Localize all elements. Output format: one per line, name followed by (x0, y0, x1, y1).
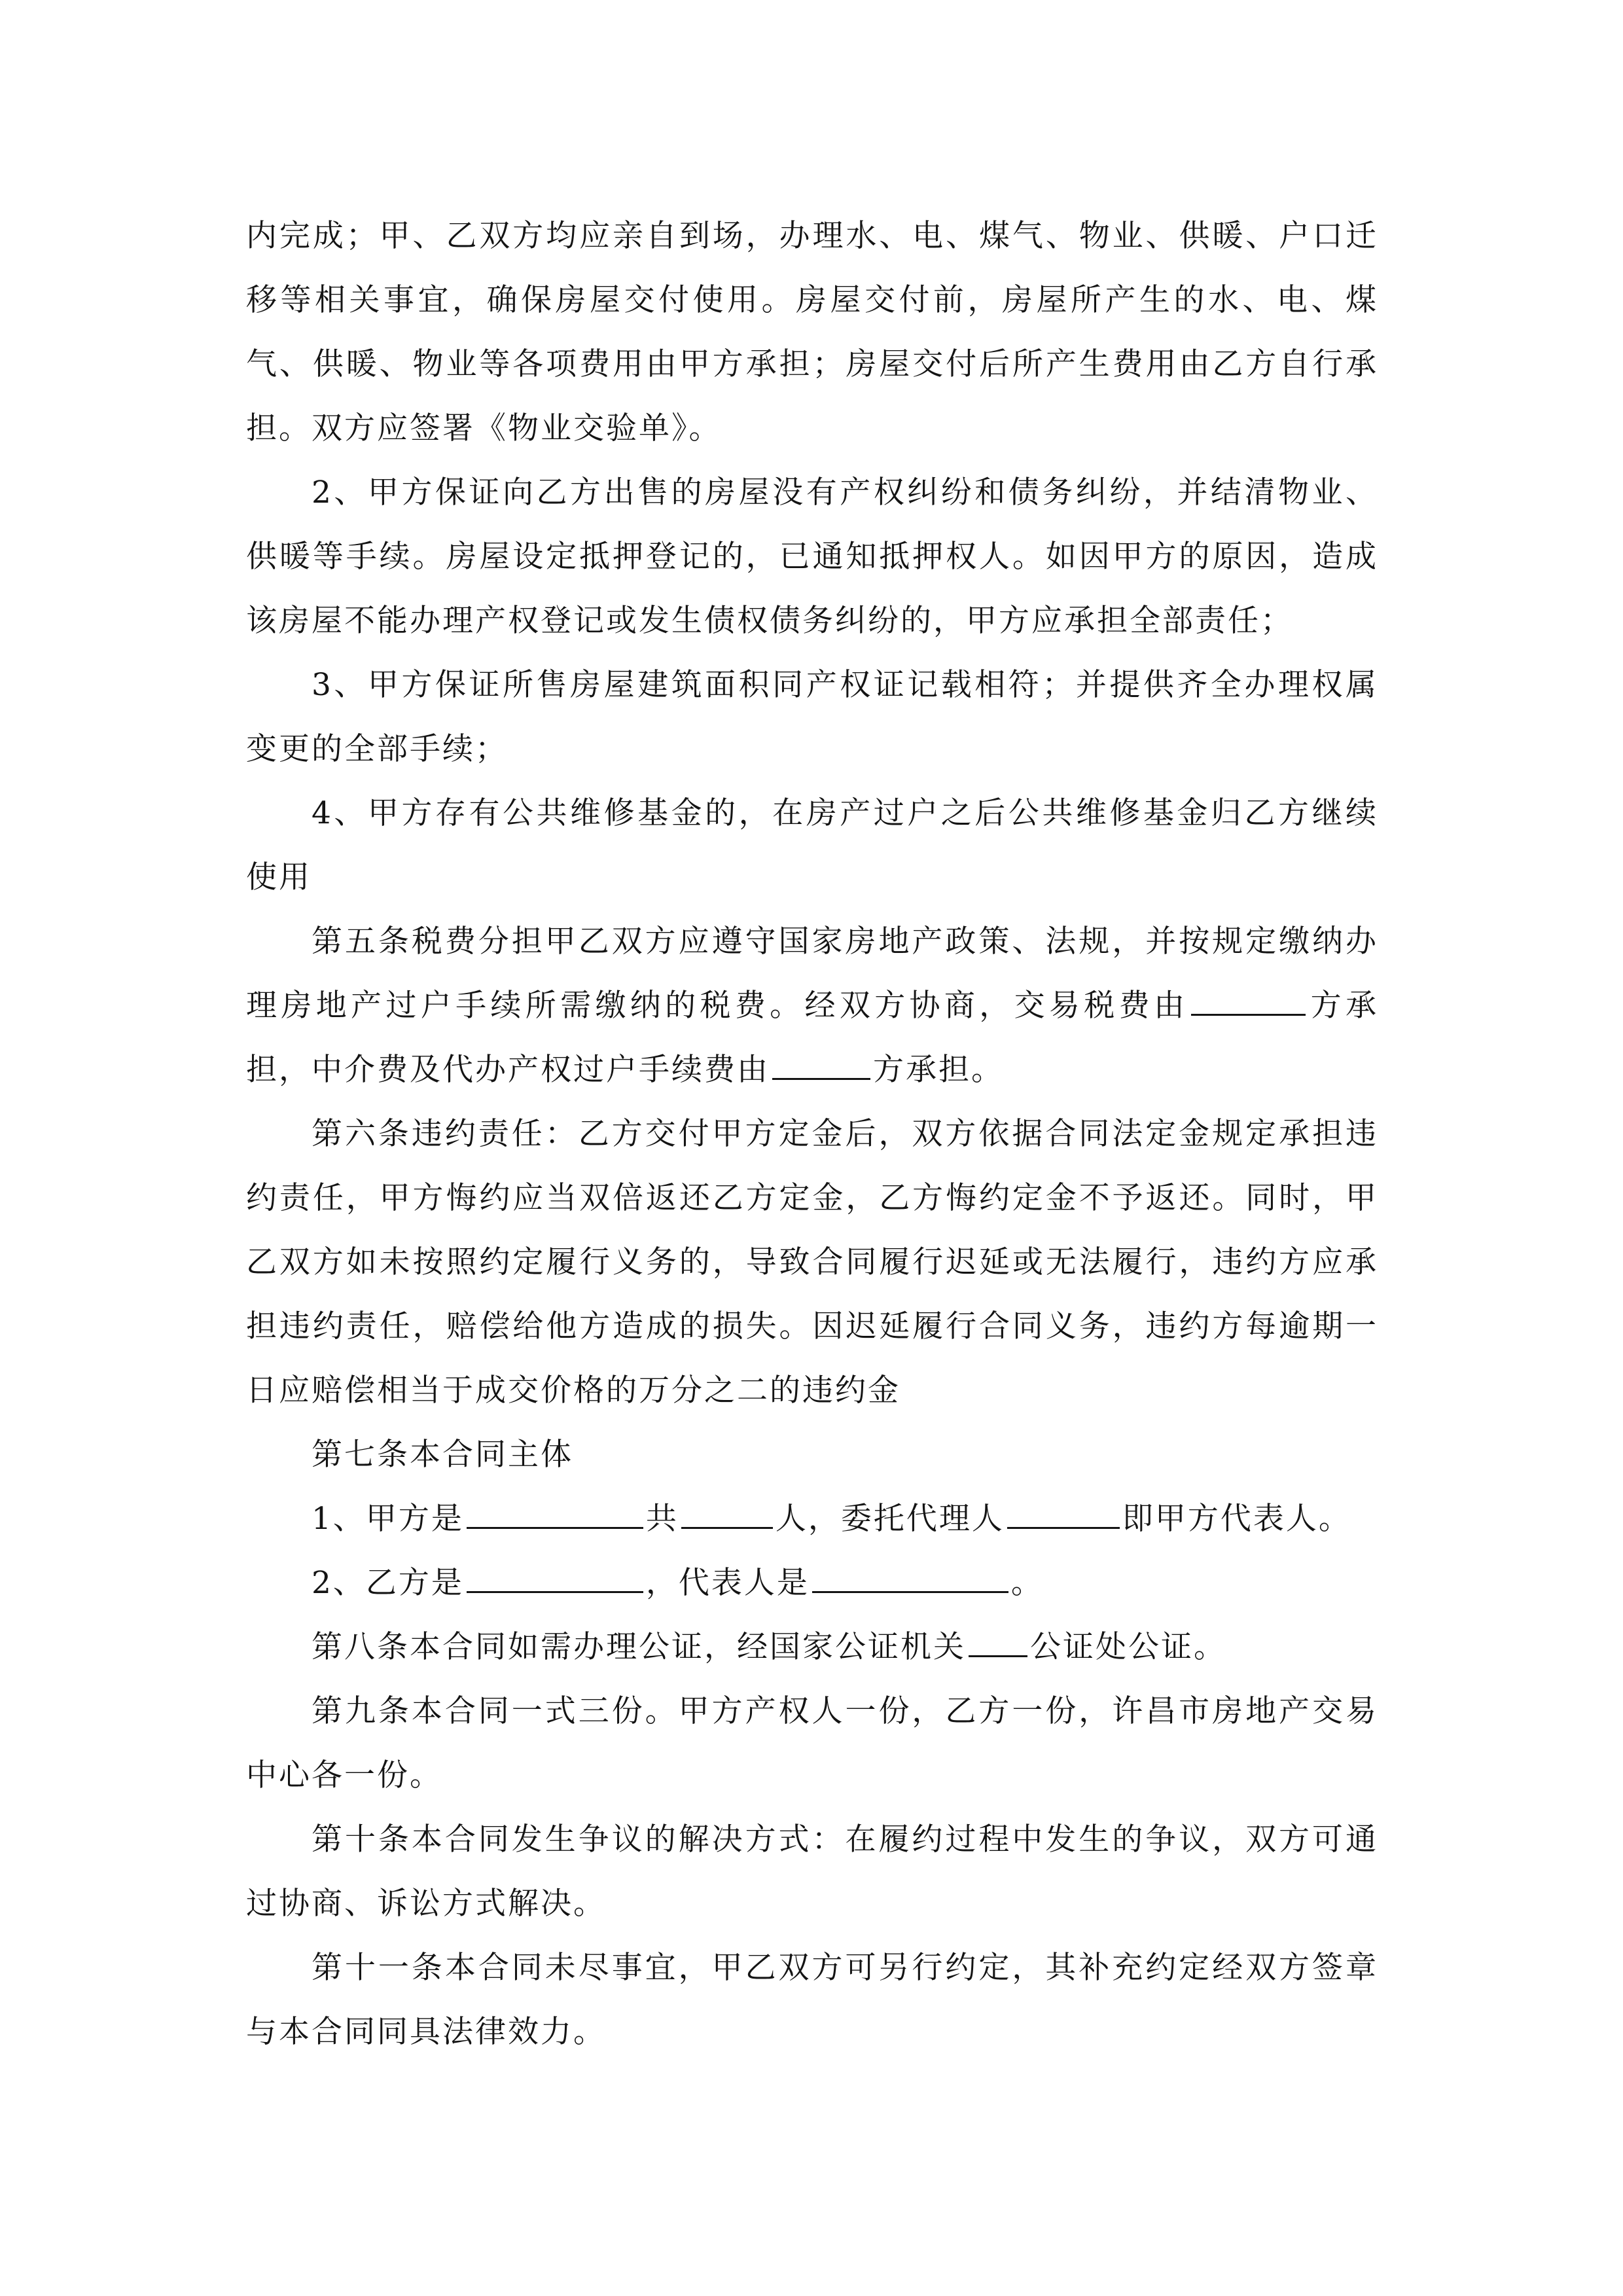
agency-fee-payer-blank (772, 1039, 870, 1080)
notary-office-blank (969, 1616, 1027, 1657)
party-b-text-a: 2、乙方是 (312, 1565, 464, 1601)
paragraph-handover-continued: 内完成；甲、乙双方均应亲自到场，办理水、电、煤气、物业、供暖、户口迁移等相关事宜，确保房屋交付使用。房屋交付前，房屋所产生的水、电、煤气、供暖、物业等各项费用由甲方承担；房屋交付后所产生费用由乙方自行承担。双方应签署《物业交验单》。 (246, 218, 1378, 446)
paragraph-clause-3: 3、甲方保证所售房屋建筑面积同产权证记载相符；并提供齐全办理权属变更的全部手续； (246, 667, 1378, 767)
party-b-representative-blank (812, 1552, 1008, 1593)
paragraph-article-8-notary (246, 1615, 1378, 1679)
party-a-name-blank (467, 1488, 643, 1529)
party-b-name-blank (467, 1552, 643, 1593)
article-5-text-a: 第五条税费分担甲乙双方应遵守国家房地产政策、法规，并按规定缴纳办理房地产过户手续所需缴纳的税费。经双方协商，交易税费由 (246, 924, 1378, 1024)
paragraph-article-5-taxes (246, 910, 1378, 1102)
paragraph-article-11-supplement: 第十一条本合同未尽事宜，甲乙双方可另行约定，其补充约定经双方签章与本合同同具法律效力。 (246, 1950, 1378, 2050)
paragraph-article-7-heading: 第七条本合同主体 (312, 1437, 573, 1473)
party-a-text-b: 共 (645, 1501, 679, 1537)
paragraph-article-6-liability: 第六条违约责任：乙方交付甲方定金后，双方依据合同法定金规定承担违约责任，甲方悔约应当双倍返还乙方定金，乙方悔约定金不予返还。同时，甲乙双方如未按照约定履行义务的，导致合同履行迟延或无法履行，违约方应承担违约责任，赔偿给他方造成的损失。因迟延履行合同义务，违约方每逾期一日应赔偿相当于成交价格的万分之二的违约金 (246, 1116, 1378, 1408)
party-b-text-b: ，代表人是 (645, 1565, 810, 1601)
party-a-agent-blank (1007, 1488, 1120, 1529)
party-b-text-c: 。 (1010, 1565, 1044, 1601)
article-8-text-b: 公证处公证。 (1030, 1629, 1226, 1665)
party-a-text-a: 1、甲方是 (312, 1501, 464, 1537)
paragraph-article-10-disputes: 第十条本合同发生争议的解决方式：在履约过程中发生的争议，双方可通过协商、诉讼方式解决。 (246, 1821, 1378, 1922)
paragraph-article-9-copies: 第九条本合同一式三份。甲方产权人一份，乙方一份，许昌市房地产交易中心各一份。 (246, 1693, 1378, 1793)
tax-payer-blank (1191, 975, 1306, 1016)
paragraph-party-a (246, 1487, 1378, 1551)
party-a-text-d: 即甲方代表人。 (1122, 1501, 1351, 1537)
contract-body (246, 204, 1378, 2064)
article-5-text-b: 方承担，中介费及代办产权过户手续费由 (246, 988, 1379, 1088)
party-a-count-blank (681, 1488, 773, 1529)
paragraph-clause-2: 2、甲方保证向乙方出售的房屋没有产权纠纷和债务纠纷，并结清物业、供暖等手续。房屋设定抵押登记的，已通知抵押权人。如因甲方的原因，造成该房屋不能办理产权登记或发生债权债务纠纷的，甲方应承担全部责任； (246, 475, 1378, 639)
article-8-text-a: 第八条本合同如需办理公证，经国家公证机关 (312, 1629, 966, 1665)
paragraph-party-b (246, 1551, 1378, 1615)
article-5-text-c: 方承担。 (873, 1052, 1004, 1088)
paragraph-clause-4: 4、甲方存有公共维修基金的，在房产过户之后公共维修基金归乙方继续使用 (246, 795, 1378, 895)
party-a-text-c: 人，委托代理人 (775, 1501, 1005, 1537)
